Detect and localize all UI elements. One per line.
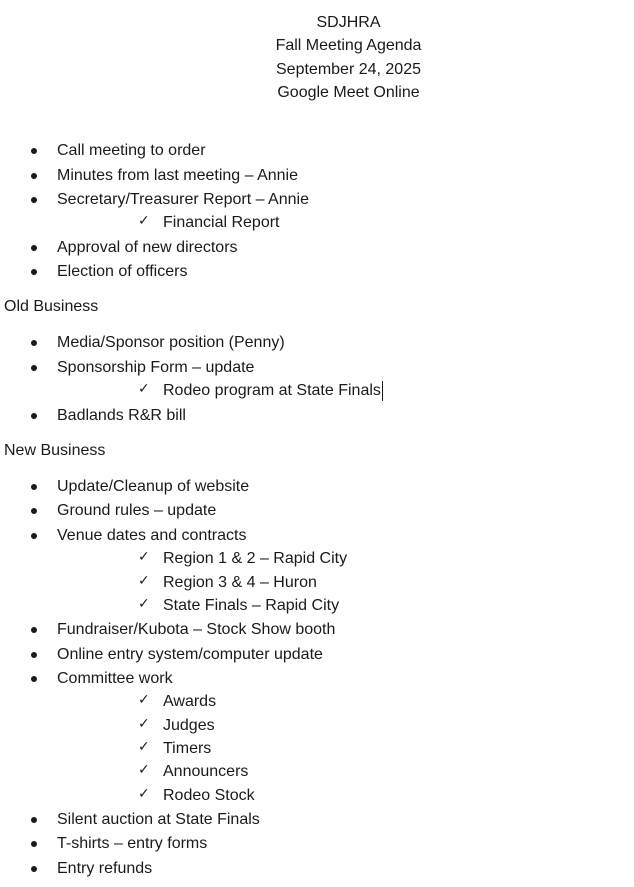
bullet-icon bbox=[31, 148, 37, 154]
checkmark-icon: ✓ bbox=[138, 716, 150, 732]
checkmark-icon: ✓ bbox=[138, 381, 150, 397]
bullet-icon bbox=[31, 627, 37, 633]
bullet-icon bbox=[31, 652, 37, 658]
bullet-icon bbox=[31, 866, 37, 872]
bullet-icon bbox=[31, 508, 37, 514]
section-heading-old-business: Old Business bbox=[4, 298, 99, 315]
bullet-icon bbox=[31, 173, 37, 179]
org-name: SDJHRA bbox=[316, 14, 381, 31]
bullet-icon bbox=[31, 245, 37, 251]
text-cursor bbox=[382, 381, 383, 401]
section-heading-new-business: New Business bbox=[4, 442, 106, 459]
editable-text-line[interactable] bbox=[163, 381, 383, 401]
bullet-icon bbox=[31, 533, 37, 539]
agenda-header bbox=[0, 11, 634, 105]
agenda-title: Fall Meeting Agenda bbox=[275, 37, 422, 55]
checkmark-icon: ✓ bbox=[138, 596, 150, 612]
bullet-icon bbox=[31, 197, 37, 203]
bullet-icon bbox=[31, 365, 37, 371]
document-page: SDJHRA Fall Meeting Agenda September 24, 2025 Google Meet Online Call meeting to order Minutes from last meeting – Annie Secretary/Treasurer Report – Annie ✓ Financial Report Approval of new directors Election of officers Old Business Media/Sponsor position (Penny) Sponsorship Form – update ✓ Rodeo program at State Finals Badlands R&R bill New Business Update/Cleanup of website Ground rules – update Venue dates and contracts ✓ Region 1 & 2 – Rapid City ✓ Region 3 & 4 – Huron ✓ State Finals – Rapid City Fundraiser/Kubota – Stock Show booth Online entry system/computer update Committee work ✓ Awards ✓ Judges ✓ Timers ✓ Announcers ✓ Rodeo Stock Silent auction at State Finals T-shirts – entry forms Entry refunds bbox=[0, 0, 634, 887]
bullet-icon bbox=[31, 676, 37, 682]
checkmark-icon: ✓ bbox=[138, 762, 150, 778]
bullet-icon bbox=[31, 269, 37, 275]
bullet-icon bbox=[31, 484, 37, 490]
checkmark-icon: ✓ bbox=[138, 786, 150, 802]
checkmark-icon: ✓ bbox=[138, 739, 150, 755]
bullet-icon bbox=[31, 340, 37, 346]
sub-item-text: Rodeo program at State Finals bbox=[163, 382, 381, 399]
meeting-location: Google Meet Online bbox=[277, 84, 420, 102]
bullet-icon bbox=[31, 817, 37, 823]
meeting-date: September 24, 2025 bbox=[276, 60, 421, 78]
checkmark-icon: ✓ bbox=[138, 549, 150, 565]
checkmark-icon: ✓ bbox=[138, 573, 150, 589]
bullet-icon bbox=[31, 413, 37, 419]
checkmark-icon: ✓ bbox=[138, 213, 150, 229]
bullet-icon bbox=[31, 841, 37, 847]
checkmark-icon: ✓ bbox=[138, 692, 150, 708]
